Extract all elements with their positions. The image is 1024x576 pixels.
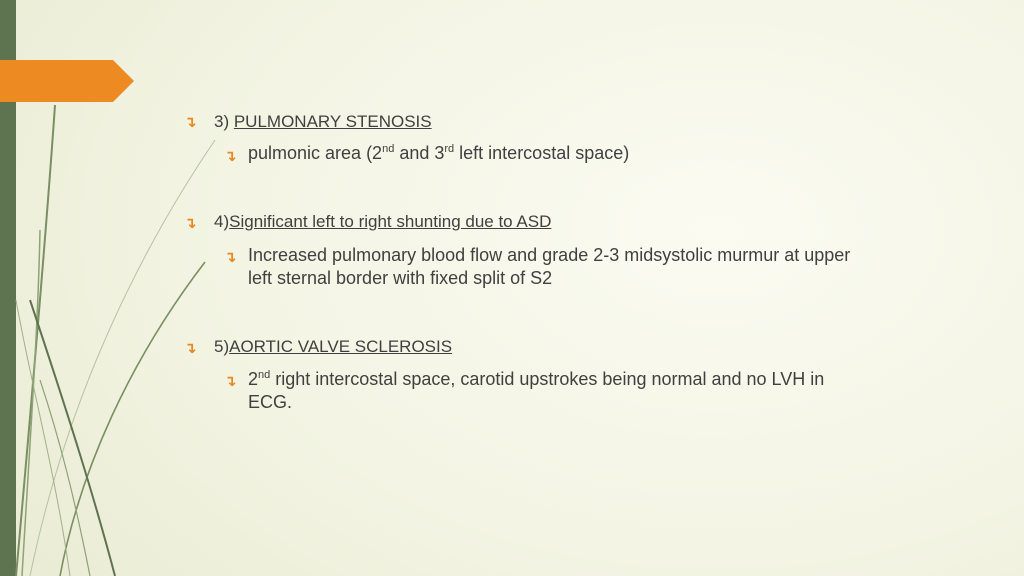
item-3-detail-sup2: rd [444,143,455,155]
item-3-title: PULMONARY STENOSIS [233,112,432,131]
item-3-detail-sup1: nd [382,143,395,155]
item-5-heading [214,337,452,357]
item-5-detail-line2: ECG. [248,392,293,412]
item-3-detail-post: left intercostal space) [454,143,630,163]
orange-title-tab [0,60,134,102]
item-5-detail [248,368,824,414]
item-5-detail-line1: right intercostal space, carotid upstrokes being normal and no LVH in [270,369,825,389]
bullet-icon: ↴ [184,340,197,357]
item-4-detail [248,244,850,290]
item-4-detail-line1: Increased pulmonary blood flow and grade 2-3 midsystolic murmur at upper [248,245,851,265]
item-3-heading [214,112,432,132]
sub-bullet-icon: ↴ [224,249,237,266]
item-5-detail-pre: 2 [248,369,259,389]
item-5-number: 5) [214,337,230,356]
item-4-number: 4) [214,212,230,231]
item-3-detail [248,142,629,165]
item-5-detail-sup: nd [258,369,271,381]
item-4-title: Significant left to right shunting due to ASD [229,212,552,231]
item-4-detail-line2: left sternal border with fixed split of S2 [248,268,553,288]
item-5-title: AORTIC VALVE SCLEROSIS [229,337,453,356]
bullet-icon: ↴ [184,114,197,131]
item-3-number: 3) [214,112,234,131]
bullet-icon: ↴ [184,215,197,232]
item-3-detail-pre: pulmonic area (2 [248,143,383,163]
item-3-detail-mid: and 3 [394,143,445,163]
sub-bullet-icon: ↴ [224,373,237,390]
item-4-heading [214,212,551,232]
sub-bullet-icon: ↴ [224,148,237,165]
